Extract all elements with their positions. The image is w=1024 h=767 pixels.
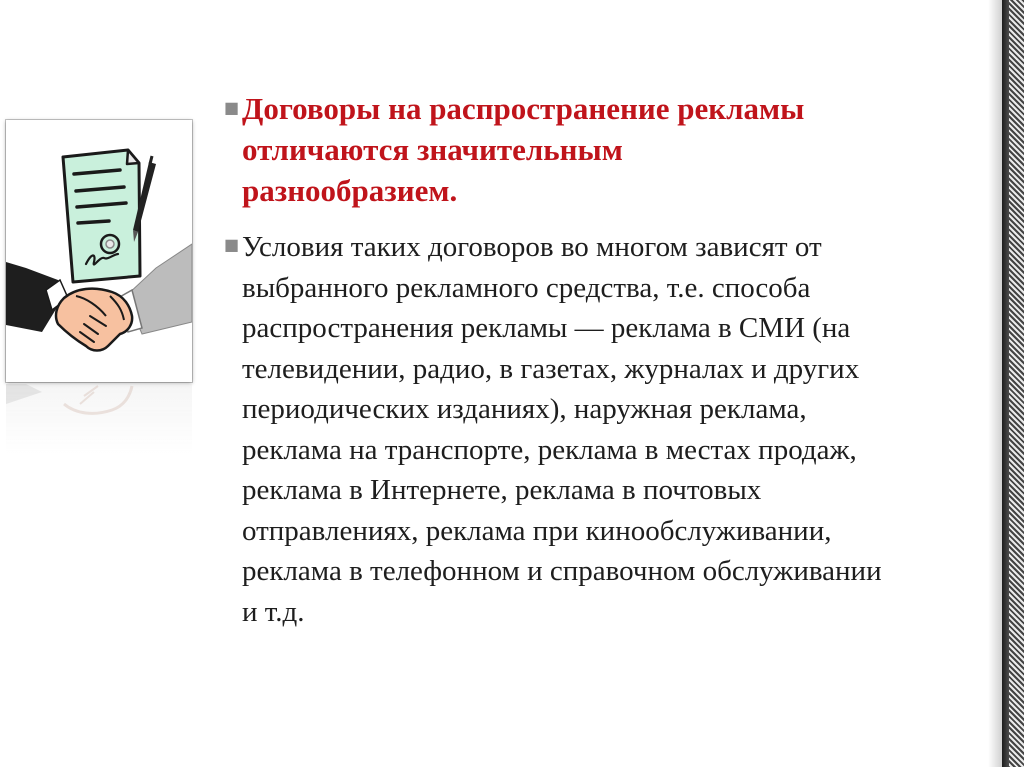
heading-line: разнообразием. — [242, 173, 458, 208]
body-text — [242, 227, 1002, 632]
heading-line: отличаются значительным — [242, 132, 623, 167]
heading-line: Договоры на распространение рекламы — [242, 91, 805, 126]
body-line: и т.д. — [242, 595, 305, 628]
heading-text — [242, 88, 1002, 211]
body-line: реклама в Интернете, реклама в почтовых — [242, 474, 762, 506]
square-bullet-icon: ■ — [224, 235, 240, 254]
body-line: распространения рекламы — реклама в СМИ (на — [242, 312, 851, 344]
body-line: Условия таких договоров во многом зависят от — [242, 231, 822, 263]
body-line: отправлениях, реклама при кинообслуживании, — [242, 514, 832, 547]
body-line: телевидении, радио, в газетах, журналах и других — [242, 352, 860, 385]
square-bullet-icon: ■ — [224, 98, 240, 117]
body-line: реклама в телефонном и справочном обслуживании — [242, 555, 882, 587]
contract-handshake-icon — [6, 120, 192, 382]
picture-reflection — [6, 384, 192, 454]
slide-content — [224, 88, 1014, 632]
body-line: периодических изданиях), наружная реклама, — [242, 393, 807, 425]
body-line: выбранного рекламного средства, т.е. способа — [242, 271, 811, 304]
bullet-heading — [224, 88, 1014, 211]
bullet-body — [224, 227, 1014, 632]
contract-handshake-picture — [6, 120, 192, 382]
body-line: реклама на транспорте, реклама в местах продаж, — [242, 433, 857, 466]
